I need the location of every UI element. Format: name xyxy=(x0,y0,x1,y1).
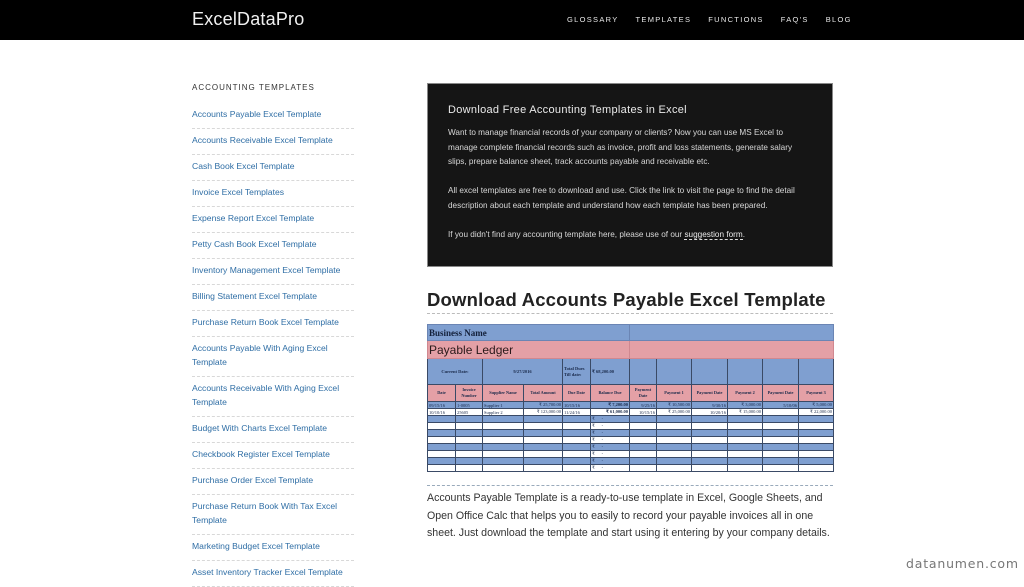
sidebar-link[interactable]: Invoice Excel Templates xyxy=(192,181,354,207)
business-name-cell: Business Name xyxy=(428,325,630,341)
table-row xyxy=(428,402,834,409)
sidebar-link[interactable]: Purchase Order Excel Template xyxy=(192,469,354,495)
sidebar xyxy=(192,83,354,587)
sidebar-link[interactable]: Accounts Payable Excel Template xyxy=(192,103,354,129)
sidebar-link[interactable]: Expense Report Excel Template xyxy=(192,207,354,233)
total-due-label: Total Dues Till date: xyxy=(563,359,591,385)
col-header: Supplier Name xyxy=(483,385,524,402)
sidebar-link[interactable]: Petty Cash Book Excel Template xyxy=(192,233,354,259)
cell: ₹ - xyxy=(591,451,630,458)
col-header: Payment Date xyxy=(763,385,799,402)
col-header: Payment 2 xyxy=(728,385,763,402)
suggestion-form-link[interactable]: suggestion form xyxy=(684,229,743,239)
blank-cell xyxy=(728,359,763,385)
empty-row xyxy=(428,458,834,465)
current-date-value: 9/27/2016 xyxy=(483,359,563,385)
cell: ₹ - xyxy=(591,437,630,444)
nav-templates[interactable]: TEMPLATES xyxy=(635,15,692,24)
payable-ledger-table xyxy=(427,324,834,472)
cell: 09/15/16 xyxy=(428,402,456,409)
sidebar-link[interactable]: Cash Book Excel Template xyxy=(192,155,354,181)
empty-row xyxy=(428,416,834,423)
blank-cell xyxy=(763,359,799,385)
total-due-value: 68,200.00 xyxy=(596,368,614,374)
nav-glossary[interactable]: GLOSSARY xyxy=(567,15,619,24)
ledger-title-filler xyxy=(630,341,834,359)
cell: ₹ 25,700.00 xyxy=(524,402,563,409)
nav-functions[interactable]: FUNCTIONS xyxy=(708,15,764,24)
nav-blog[interactable]: BLOG xyxy=(825,15,852,24)
cell: Supplier 2 xyxy=(483,409,524,416)
intro-paragraph-3-end: . xyxy=(742,229,745,239)
cell: ₹ - xyxy=(591,444,630,451)
empty-row xyxy=(428,451,834,458)
intro-paragraph-3 xyxy=(448,228,812,243)
cell: ₹ 3,000.00 xyxy=(728,402,763,409)
template-description: Accounts Payable Template is a ready-to-use template in Excel, Google Sheets, and Open Office Calc that helps you to easily to record your payable invoices all in one sheet. Just download the template and start using it entering by your company details. xyxy=(427,492,830,540)
sidebar-link[interactable]: Budget With Charts Excel Template xyxy=(192,417,354,443)
cell: 10/15/16 xyxy=(563,402,591,409)
sidebar-link[interactable]: Asset Inventory Tracker Excel Template xyxy=(192,561,354,587)
sidebar-heading: ACCOUNTING TEMPLATES xyxy=(192,83,315,92)
cell xyxy=(763,409,799,416)
cell: ₹ 10,500.00 xyxy=(657,402,692,409)
empty-row xyxy=(428,444,834,451)
sidebar-link[interactable]: Marketing Budget Excel Template xyxy=(192,535,354,561)
intro-paragraph-2: All excel templates are free to download and use. Click the link to visit the page to find the detail description about each template and understand how each template has been prepared. xyxy=(448,186,795,210)
intro-paragraph-3-text: If you didn't find any accounting template here, please use of our xyxy=(448,229,685,239)
cell: ₹ 7,200.00 xyxy=(591,402,630,409)
cell: 10/10/16 xyxy=(428,409,456,416)
cell: 9/30/16 xyxy=(692,402,728,409)
main-nav xyxy=(567,15,869,24)
sidebar-link[interactable]: Purchase Return Book With Tax Excel Template xyxy=(192,495,354,535)
intro-box xyxy=(427,83,833,267)
cell: ₹ 5,000.00 xyxy=(799,402,834,409)
image-divider xyxy=(427,485,833,486)
sidebar-link[interactable]: Billing Statement Excel Template xyxy=(192,285,354,311)
sidebar-link[interactable]: Checkbook Register Excel Template xyxy=(192,443,354,469)
col-header: Total Amount xyxy=(524,385,563,402)
empty-row xyxy=(428,430,834,437)
cell: ₹ 25,000.00 xyxy=(657,409,692,416)
col-header: Payment Date xyxy=(692,385,728,402)
nav-faqs[interactable]: FAQ'S xyxy=(780,15,809,24)
section-title: Download Accounts Payable Excel Template xyxy=(427,289,833,314)
cell: 25605 xyxy=(456,409,483,416)
cell: ₹ 22,000.00 xyxy=(799,409,834,416)
cell: Supplier 1 xyxy=(483,402,524,409)
sidebar-link[interactable]: Inventory Management Excel Template xyxy=(192,259,354,285)
sidebar-link[interactable]: Purchase Return Book Excel Template xyxy=(192,311,354,337)
cell: ₹ - xyxy=(591,458,630,465)
intro-paragraph-1: Want to manage financial records of your company or clients? Now you can use MS Excel to manage complete financial records such as invoice, profit and loss statements, generate salary slips, prepare balance sheet, track accounts payable and receivable etc. xyxy=(448,128,793,166)
current-date-label: Current Date: xyxy=(428,359,483,385)
blank-cell xyxy=(692,359,728,385)
cell: 1-0005 xyxy=(456,402,483,409)
cell: ₹ - xyxy=(591,465,630,472)
top-navigation-bar xyxy=(0,0,1024,40)
cell: ₹ 61,000.00 xyxy=(591,409,630,416)
intro-title: Download Free Accounting Templates in Excel xyxy=(448,104,687,116)
spreadsheet-preview-image[interactable] xyxy=(427,324,833,484)
cell: ₹ 123,000.00 xyxy=(524,409,563,416)
cell: ₹ - xyxy=(591,416,630,423)
sidebar-link[interactable]: Accounts Receivable Excel Template xyxy=(192,129,354,155)
site-logo[interactable]: ExcelDataPro xyxy=(192,9,305,29)
cell: ₹ 15,000.00 xyxy=(728,409,763,416)
col-header: Invoice Number xyxy=(456,385,483,402)
column-header-row xyxy=(428,385,834,402)
col-header: Due Date xyxy=(563,385,591,402)
cell: 9/25/16 xyxy=(630,402,657,409)
business-name-filler xyxy=(630,325,834,341)
total-due-value-cell xyxy=(591,359,630,385)
cell: 11/24/16 xyxy=(563,409,591,416)
rupee-sign: ₹ xyxy=(592,368,595,374)
blank-cell xyxy=(799,359,834,385)
col-header: Balance Due xyxy=(591,385,630,402)
sidebar-link[interactable]: Accounts Payable With Aging Excel Template xyxy=(192,337,354,377)
col-header: Payment Date xyxy=(630,385,657,402)
col-header: Payment 1 xyxy=(657,385,692,402)
col-header: Payment 3 xyxy=(799,385,834,402)
cell: 5/10/06 xyxy=(763,402,799,409)
cell: 10/15/16 xyxy=(630,409,657,416)
sidebar-link[interactable]: Accounts Receivable With Aging Excel Template xyxy=(192,377,354,417)
table-row xyxy=(428,409,834,416)
empty-row xyxy=(428,437,834,444)
empty-row xyxy=(428,423,834,430)
ledger-title-cell: Payable Ledger xyxy=(428,341,630,359)
watermark: datanumen.com xyxy=(906,556,1019,571)
cell: ₹ - xyxy=(591,423,630,430)
cell: ₹ - xyxy=(591,430,630,437)
blank-cell xyxy=(657,359,692,385)
empty-row xyxy=(428,465,834,472)
cell: 10/20/16 xyxy=(692,409,728,416)
blank-cell xyxy=(630,359,657,385)
col-header: Date xyxy=(428,385,456,402)
